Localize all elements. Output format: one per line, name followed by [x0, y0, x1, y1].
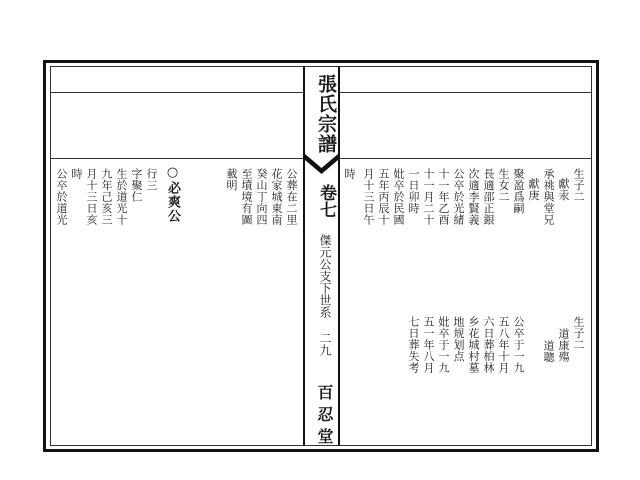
text-column: 公葬在二里: [285, 168, 298, 226]
text-column: 地规划点: [452, 316, 465, 362]
text-column: 載明: [225, 168, 238, 191]
text-column: 九年己亥三: [100, 168, 113, 226]
fishtail-mark-icon: [305, 154, 338, 176]
text-column: 行三: [145, 168, 158, 191]
text-column: 花家城東南: [270, 168, 283, 226]
text-column: 公卒于一九: [512, 316, 525, 374]
right-top-rule: [339, 92, 592, 93]
text-column: 道康殤: [557, 328, 570, 363]
volume-label: 卷七: [316, 184, 336, 218]
text-column: 月十三日亥: [85, 168, 98, 226]
text-column: 生女二: [497, 168, 510, 203]
text-column: 時: [343, 168, 356, 180]
right-header-rule: [339, 158, 592, 159]
text-column: 公卒於道光: [55, 168, 68, 226]
text-column: 聚盈爲嗣: [512, 168, 525, 214]
text-column: 獻汞: [557, 178, 570, 201]
text-column: 六日葬柏林: [482, 316, 495, 374]
text-column: 妣卒于一九: [437, 316, 450, 374]
text-column: 長適邵正銀: [482, 168, 495, 226]
text-column: 乡花城村墓: [467, 316, 480, 374]
text-column: 時: [70, 168, 83, 180]
text-column: 一日卯時: [407, 168, 420, 214]
genealogy-title: 張氏宗譜: [315, 74, 337, 154]
text-column: 五八年十月: [497, 316, 510, 374]
left-header-rule: [50, 158, 304, 159]
left-top-rule: [50, 92, 304, 93]
text-column: 公卒於光緒: [452, 168, 465, 226]
section-subtitle: 傑元公支下世系 二九: [318, 234, 332, 356]
text-column: 癸山丁向四: [255, 168, 268, 226]
text-column: 十一年乙酉: [437, 168, 450, 226]
text-column: 月十三日午: [362, 168, 375, 226]
text-column: 至墳境有圖: [240, 168, 253, 226]
person-name: ○必爽公: [165, 165, 180, 223]
book-spine: [303, 66, 340, 450]
text-column: 生子二: [572, 168, 585, 203]
hall-name: 百忍堂: [315, 384, 334, 450]
text-column: 獻庚: [527, 178, 540, 201]
text-column: 次適李賢義: [467, 168, 480, 226]
text-column: 五一年八月: [422, 316, 435, 374]
text-column: 七日葬失考: [407, 316, 420, 374]
text-column: 五年丙辰十: [377, 168, 390, 226]
text-column: 承祧與堂兄: [542, 168, 555, 226]
text-column: 道聰: [542, 340, 555, 363]
text-column: 生於道光十: [115, 168, 128, 226]
text-column: 字聚仁: [130, 168, 143, 203]
text-column: 妣卒於民國: [392, 168, 405, 226]
text-column: 生子二: [572, 316, 585, 351]
text-column: 十一月二十: [422, 168, 435, 226]
